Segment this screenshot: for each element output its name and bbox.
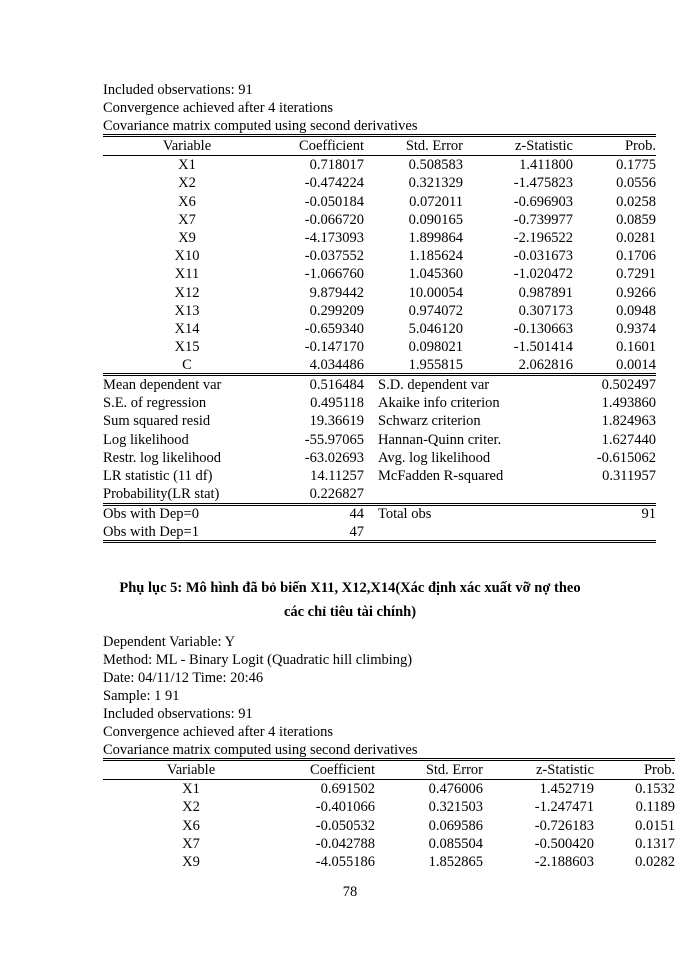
m1-stats-row-cell: Schwarz criterion bbox=[378, 413, 481, 430]
m1-stats-row-cell: -55.97065 bbox=[304, 431, 364, 448]
m1-table-row-cell: -1.475823 bbox=[513, 175, 573, 192]
m1-table-row-cell: 4.034486 bbox=[309, 357, 364, 374]
m1-obs-row-cell bbox=[378, 523, 568, 541]
spacer bbox=[364, 505, 378, 523]
m1-table-row bbox=[103, 229, 656, 247]
m1-table-row-cell: -0.659340 bbox=[304, 320, 364, 337]
m1-table-row-cell: 1.185624 bbox=[408, 248, 463, 265]
spacer bbox=[364, 394, 378, 412]
m1-table-row-cell: 0.1601 bbox=[616, 339, 656, 356]
m2-table-row bbox=[103, 798, 675, 816]
m1-stats-row bbox=[103, 394, 656, 412]
m1-table-row bbox=[103, 265, 656, 283]
m2-table-row-cell: X2 bbox=[182, 799, 200, 816]
m1-table-row-cell: 9.879442 bbox=[309, 284, 364, 301]
m1-table-row-cell: 1.411800 bbox=[519, 157, 573, 174]
m2-table-row-cell: X1 bbox=[182, 781, 200, 798]
m2-header-date: Date: 04/11/12 Time: 20:46 bbox=[103, 670, 264, 686]
m1-table-row-cell: 0.321329 bbox=[408, 175, 463, 192]
m1-table-row-cell: 0.7291 bbox=[616, 266, 656, 283]
m1-table-row-cell: X10 bbox=[174, 248, 200, 265]
m2-table-row-cell: 0.321503 bbox=[428, 799, 483, 816]
m1-stats-row-cell bbox=[568, 485, 656, 503]
m1-header-convergence: Convergence achieved after 4 iterations bbox=[103, 100, 334, 116]
m1-stats-row-cell: Avg. log likelihood bbox=[378, 449, 491, 466]
m2-table-row-cell: -0.726183 bbox=[534, 817, 594, 834]
m1-stats-row-cell: 1.493860 bbox=[601, 395, 656, 412]
col-variable: Variable bbox=[166, 762, 216, 779]
m2-table-row-cell: 1.452719 bbox=[539, 781, 594, 798]
m2-table-row-cell: -0.050532 bbox=[315, 817, 375, 834]
m1-table-row-cell: 0.299209 bbox=[309, 302, 364, 319]
m1-table-row-cell: -0.050184 bbox=[304, 193, 364, 210]
m1-stats-row-cell: Probability(LR stat) bbox=[103, 486, 220, 503]
m1-table-row-cell: -1.020472 bbox=[513, 266, 573, 283]
m1-table-row-cell: -0.147170 bbox=[304, 339, 364, 356]
m2-table-row-cell: 0.1532 bbox=[635, 781, 675, 798]
m1-table-row-cell: X6 bbox=[178, 193, 196, 210]
m1-table-row-cell: 0.0281 bbox=[616, 230, 656, 247]
m1-stats-row-cell: 0.495118 bbox=[310, 395, 364, 412]
m1-table-row-cell: 0.1775 bbox=[616, 157, 656, 174]
m1-stats-row-cell: Mean dependent var bbox=[103, 377, 222, 394]
m1-table-row-cell: 5.046120 bbox=[408, 320, 463, 337]
m1-stats-row bbox=[103, 376, 656, 394]
m1-table-row-cell: X1 bbox=[178, 157, 196, 174]
m1-table-row-cell: 0.1706 bbox=[616, 248, 656, 265]
col-variable: Variable bbox=[162, 138, 212, 155]
m1-stats-row-cell: Restr. log likelihood bbox=[103, 449, 222, 466]
col-z-statistic: z-Statistic bbox=[515, 138, 573, 155]
col-prob: Prob. bbox=[643, 762, 675, 779]
m1-obs-row-cell: 91 bbox=[641, 506, 656, 523]
m1-stats-row-cell: S.D. dependent var bbox=[378, 377, 490, 394]
m2-table-row-cell: X6 bbox=[182, 817, 200, 834]
m2-table-row-cell: 0.691502 bbox=[320, 781, 375, 798]
m1-stats-row-cell bbox=[378, 485, 568, 503]
page-number: 78 bbox=[342, 884, 358, 900]
m1-table-row-cell: 0.508583 bbox=[408, 157, 463, 174]
m1-table-row-cell: X9 bbox=[178, 230, 196, 247]
m1-table-row-cell: -0.066720 bbox=[304, 211, 364, 228]
m2-table-row-cell: X9 bbox=[182, 854, 200, 871]
spacer bbox=[364, 467, 378, 485]
m1-table-row bbox=[103, 338, 656, 356]
m1-table-row bbox=[103, 174, 656, 192]
m1-table-row-cell: X13 bbox=[174, 302, 200, 319]
col-std-error: Std. Error bbox=[425, 762, 483, 779]
m1-table-row-cell: 2.062816 bbox=[518, 357, 573, 374]
m1-obs-row-cell: Obs with Dep=0 bbox=[103, 506, 199, 523]
m1-obs-row-cell: Obs with Dep=1 bbox=[103, 524, 199, 541]
m1-stats-row-cell: 1.824963 bbox=[601, 413, 656, 430]
m1-table-row-cell: 0.974072 bbox=[408, 302, 463, 319]
m1-stats-row-cell: 14.11257 bbox=[310, 468, 364, 485]
m1-stats-row-cell: S.E. of regression bbox=[103, 395, 207, 412]
col-prob: Prob. bbox=[624, 138, 656, 155]
m1-stats-row bbox=[103, 485, 656, 503]
m1-stats-row-cell: LR statistic (11 df) bbox=[103, 468, 213, 485]
m1-table-row-cell: 0.0556 bbox=[616, 175, 656, 192]
m2-table-row-cell: 0.085504 bbox=[428, 835, 483, 852]
col-z-statistic: z-Statistic bbox=[536, 762, 594, 779]
m1-stats-row-cell: Log likelihood bbox=[103, 431, 189, 448]
m1-table-row-cell: -2.196522 bbox=[513, 230, 573, 247]
col-coefficient: Coefficient bbox=[310, 762, 375, 779]
m1-table-row-cell: 1.045360 bbox=[408, 266, 463, 283]
m1-obs-row-cell: 44 bbox=[349, 506, 364, 523]
m2-header-method: Method: ML - Binary Logit (Quadratic hill climbing) bbox=[103, 652, 413, 668]
m2-table-row-cell: 0.476006 bbox=[428, 781, 483, 798]
m1-obs-row-cell: 47 bbox=[349, 524, 364, 541]
m1-obs-row-cell bbox=[568, 523, 656, 541]
spacer bbox=[364, 485, 378, 503]
spacer bbox=[364, 412, 378, 430]
m1-table-row-cell: 0.987891 bbox=[518, 284, 573, 301]
m1-table-row-cell: X7 bbox=[178, 211, 196, 228]
m1-table-row-cell: 0.0014 bbox=[616, 357, 656, 374]
m1-table-row bbox=[103, 211, 656, 229]
m1-obs-row bbox=[103, 523, 656, 541]
m1-table-row-cell: -0.037552 bbox=[304, 248, 364, 265]
m2-table-row bbox=[103, 780, 675, 799]
m1-table-row-cell: X15 bbox=[174, 339, 200, 356]
m1-table-row-cell: 0.072011 bbox=[409, 193, 463, 210]
spacer bbox=[364, 376, 378, 394]
m1-table-row-cell: 0.9266 bbox=[616, 284, 656, 301]
m1-bottom-rule bbox=[103, 540, 656, 543]
m1-table-row-cell: X12 bbox=[174, 284, 200, 301]
m1-obs-table bbox=[103, 505, 656, 541]
m1-table-row-cell: -4.173093 bbox=[304, 230, 364, 247]
m2-table-row-cell: 0.069586 bbox=[428, 817, 483, 834]
m1-table-row-cell: -0.031673 bbox=[513, 248, 573, 265]
m1-table-row-cell: -0.696903 bbox=[513, 193, 573, 210]
m2-table-row-cell: -0.500420 bbox=[534, 835, 594, 852]
m1-table-row-cell: 0.718017 bbox=[309, 157, 364, 174]
spacer bbox=[364, 523, 378, 541]
m1-table-row-cell: C bbox=[182, 357, 192, 374]
m1-table-header bbox=[103, 137, 656, 156]
m2-table-row-cell: 0.1317 bbox=[635, 835, 675, 852]
m1-table-row bbox=[103, 284, 656, 302]
m2-table-row-cell: 0.0151 bbox=[635, 817, 675, 834]
m1-header-observations: Included observations: 91 bbox=[103, 82, 253, 98]
m1-stats-row-cell: Akaike info criterion bbox=[378, 395, 500, 412]
m2-table-row bbox=[103, 853, 675, 871]
m1-table-row-cell: X14 bbox=[174, 320, 200, 337]
m1-table-row-cell: 0.090165 bbox=[408, 211, 463, 228]
col-std-error: Std. Error bbox=[405, 138, 463, 155]
m1-table-row bbox=[103, 156, 656, 175]
m2-table-row-cell: 1.852865 bbox=[428, 854, 483, 871]
m1-table-row bbox=[103, 247, 656, 265]
m1-table-row-cell: 0.0859 bbox=[616, 211, 656, 228]
m1-header-covariance: Covariance matrix computed using second derivatives bbox=[103, 118, 418, 134]
m1-stats-row-cell: 0.502497 bbox=[601, 377, 656, 394]
m1-obs-row bbox=[103, 505, 656, 523]
m1-table-row-cell: 0.0258 bbox=[616, 193, 656, 210]
m2-table-row bbox=[103, 835, 675, 853]
m1-stats-row-cell: McFadden R-squared bbox=[378, 468, 504, 485]
m1-stats-row-cell: -63.02693 bbox=[304, 449, 364, 466]
m2-table-row-cell: -2.188603 bbox=[534, 854, 594, 871]
m1-table-row bbox=[103, 356, 656, 374]
m1-stats-row bbox=[103, 449, 656, 467]
m2-table-header bbox=[103, 761, 675, 780]
m1-stats-table bbox=[103, 376, 656, 503]
m2-table-row-cell: 0.0282 bbox=[635, 854, 675, 871]
m1-table-row-cell: -0.739977 bbox=[513, 211, 573, 228]
m1-stats-row-cell: 0.516484 bbox=[309, 377, 364, 394]
m1-table-row-cell: 1.899864 bbox=[408, 230, 463, 247]
m1-table-row-cell: 10.00054 bbox=[408, 284, 463, 301]
m2-header-dependent: Dependent Variable: Y bbox=[103, 634, 236, 650]
m1-table-row bbox=[103, 302, 656, 320]
m1-stats-row bbox=[103, 412, 656, 430]
appendix-title-line2: các chỉ tiêu tài chính) bbox=[283, 604, 417, 620]
m1-coefficient-table bbox=[103, 137, 656, 374]
m2-table-row-cell: -0.401066 bbox=[315, 799, 375, 816]
m1-stats-row-cell: Hannan-Quinn criter. bbox=[378, 431, 502, 448]
m1-stats-row bbox=[103, 467, 656, 485]
m1-stats-row bbox=[103, 431, 656, 449]
m1-stats-row-cell: 1.627440 bbox=[601, 431, 656, 448]
m2-table-row-cell: 0.1189 bbox=[635, 799, 675, 816]
m1-table-row-cell: 0.9374 bbox=[616, 320, 656, 337]
m1-table-row bbox=[103, 193, 656, 211]
m1-stats-row-cell: -0.615062 bbox=[596, 449, 656, 466]
m1-table-row-cell: X2 bbox=[178, 175, 196, 192]
m1-table-row-cell: -1.066760 bbox=[304, 266, 364, 283]
col-coefficient: Coefficient bbox=[299, 138, 364, 155]
m2-coefficient-table bbox=[103, 761, 675, 871]
m1-stats-row-cell: Sum squared resid bbox=[103, 413, 211, 430]
m2-header-sample: Sample: 1 91 bbox=[103, 688, 180, 704]
m1-table-row bbox=[103, 320, 656, 338]
m2-table-row-cell: -1.247471 bbox=[534, 799, 594, 816]
m1-table-row-cell: 1.955815 bbox=[408, 357, 463, 374]
m2-table-row-cell: -0.042788 bbox=[315, 835, 375, 852]
m2-table-row bbox=[103, 817, 675, 835]
m1-table-row-cell: X11 bbox=[174, 266, 200, 283]
appendix-title-line1: Phụ lục 5: Mô hình đã bỏ biến X11, X12,X14(Xác định xác xuất vỡ nợ theo bbox=[119, 580, 581, 596]
m1-table-row-cell: 0.0948 bbox=[616, 302, 656, 319]
m2-header-covariance: Covariance matrix computed using second derivatives bbox=[103, 742, 418, 758]
m1-obs-row-cell: Total obs bbox=[378, 506, 432, 523]
spacer bbox=[364, 449, 378, 467]
m2-header-convergence: Convergence achieved after 4 iterations bbox=[103, 724, 334, 740]
m2-table-row-cell: X7 bbox=[182, 835, 200, 852]
m1-table-row-cell: -1.501414 bbox=[513, 339, 573, 356]
m2-table-row-cell: -4.055186 bbox=[315, 854, 375, 871]
m2-header-observations: Included observations: 91 bbox=[103, 706, 253, 722]
m1-stats-row-cell: 19.36619 bbox=[309, 413, 364, 430]
m1-table-row-cell: -0.130663 bbox=[513, 320, 573, 337]
m1-table-row-cell: -0.474224 bbox=[304, 175, 364, 192]
m1-table-row-cell: 0.098021 bbox=[408, 339, 463, 356]
m1-stats-row-cell: 0.226827 bbox=[309, 486, 364, 503]
m1-table-row-cell: 0.307173 bbox=[518, 302, 573, 319]
spacer bbox=[364, 431, 378, 449]
m1-stats-row-cell: 0.311957 bbox=[602, 468, 656, 485]
